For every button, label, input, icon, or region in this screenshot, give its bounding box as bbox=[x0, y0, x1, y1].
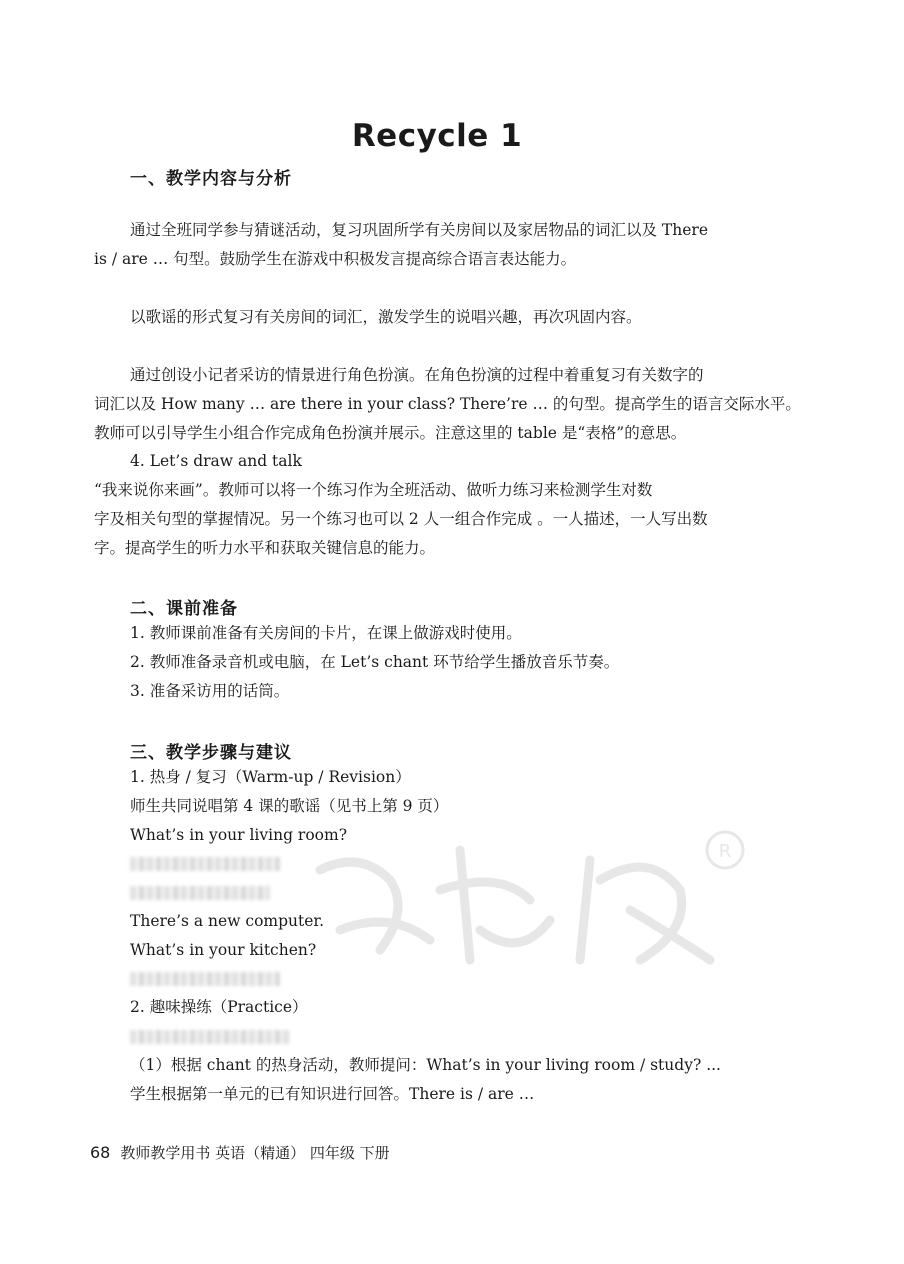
paragraph-line: is / are … 句型。鼓励学生在游戏中积极发言提高综合语言表达能力。 bbox=[94, 250, 577, 268]
chant-line: What’s in your living room? bbox=[130, 826, 348, 844]
chant-line: There’s a new computer. bbox=[130, 912, 325, 930]
obscured-text bbox=[130, 886, 270, 900]
paragraph-line: “我来说你来画”。教师可以将一个练习作为全班活动、做听力练习来检测学生对数 bbox=[94, 481, 653, 499]
paragraph-line: 学生根据第一单元的已有知识进行回答。There is / are … bbox=[130, 1085, 535, 1103]
obscured-text bbox=[130, 857, 280, 871]
svg-text:R: R bbox=[718, 841, 732, 862]
list-item: 1. 热身 / 复习（Warm-up / Revision） bbox=[130, 768, 411, 786]
paragraph-line: 教师可以引导学生小组合作完成角色扮演并展示。注意这里的 table 是“表格”的意思。 bbox=[94, 424, 687, 442]
chant-line: What’s in your kitchen? bbox=[130, 941, 317, 959]
publisher-watermark-icon bbox=[300, 810, 760, 980]
page-title: Recycle 1 bbox=[351, 118, 523, 154]
list-item: 3. 准备采访用的话筒。 bbox=[130, 682, 290, 700]
book-title: 教师教学用书 英语（精通） 四年级 下册 bbox=[120, 1144, 390, 1162]
item-title: 4. Let’s draw and talk bbox=[130, 452, 302, 470]
list-item: 1. 教师课前准备有关房间的卡片，在课上做游戏时使用。 bbox=[130, 624, 522, 642]
page-footer bbox=[90, 1142, 390, 1163]
paragraph-line: 通过创设小记者采访的情景进行角色扮演。在角色扮演的过程中着重复习有关数字的 bbox=[130, 366, 704, 384]
obscured-text bbox=[130, 972, 280, 986]
paragraph-line: 师生共同说唱第 4 课的歌谣（见书上第 9 页） bbox=[130, 797, 449, 815]
list-item: 2. 趣味操练（Practice） bbox=[130, 998, 308, 1016]
obscured-text bbox=[130, 1030, 290, 1044]
paragraph-line: 通过全班同学参与猜谜活动，复习巩固所学有关房间以及家居物品的词汇以及 There bbox=[130, 221, 709, 239]
paragraph-line: 词汇以及 How many … are there in your class? There’re … 的句型。提高学生的语言交际水平。 bbox=[94, 395, 801, 413]
page-number: 68 bbox=[90, 1143, 111, 1162]
section-heading-content-analysis: 一、教学内容与分析 bbox=[130, 169, 292, 189]
section-heading-teaching-steps: 三、教学步骤与建议 bbox=[130, 743, 292, 763]
list-item: 2. 教师准备录音机或电脑，在 Let’s chant 环节给学生播放音乐节奏。 bbox=[130, 653, 620, 671]
paragraph-line: 以歌谣的形式复习有关房间的词汇，激发学生的说唱兴趣，再次巩固内容。 bbox=[130, 308, 642, 326]
paragraph-line: 字。提高学生的听力水平和获取关键信息的能力。 bbox=[94, 539, 436, 557]
paragraph-line: 字及相关句型的掌握情况。另一个练习也可以 2 人一组合作完成 。一人描述，一人写出数 bbox=[94, 510, 708, 528]
paragraph-line: （1）根据 chant 的热身活动，教师提问：What’s in your living room / study? ... bbox=[130, 1056, 721, 1074]
section-heading-preparation: 二、课前准备 bbox=[130, 599, 238, 619]
